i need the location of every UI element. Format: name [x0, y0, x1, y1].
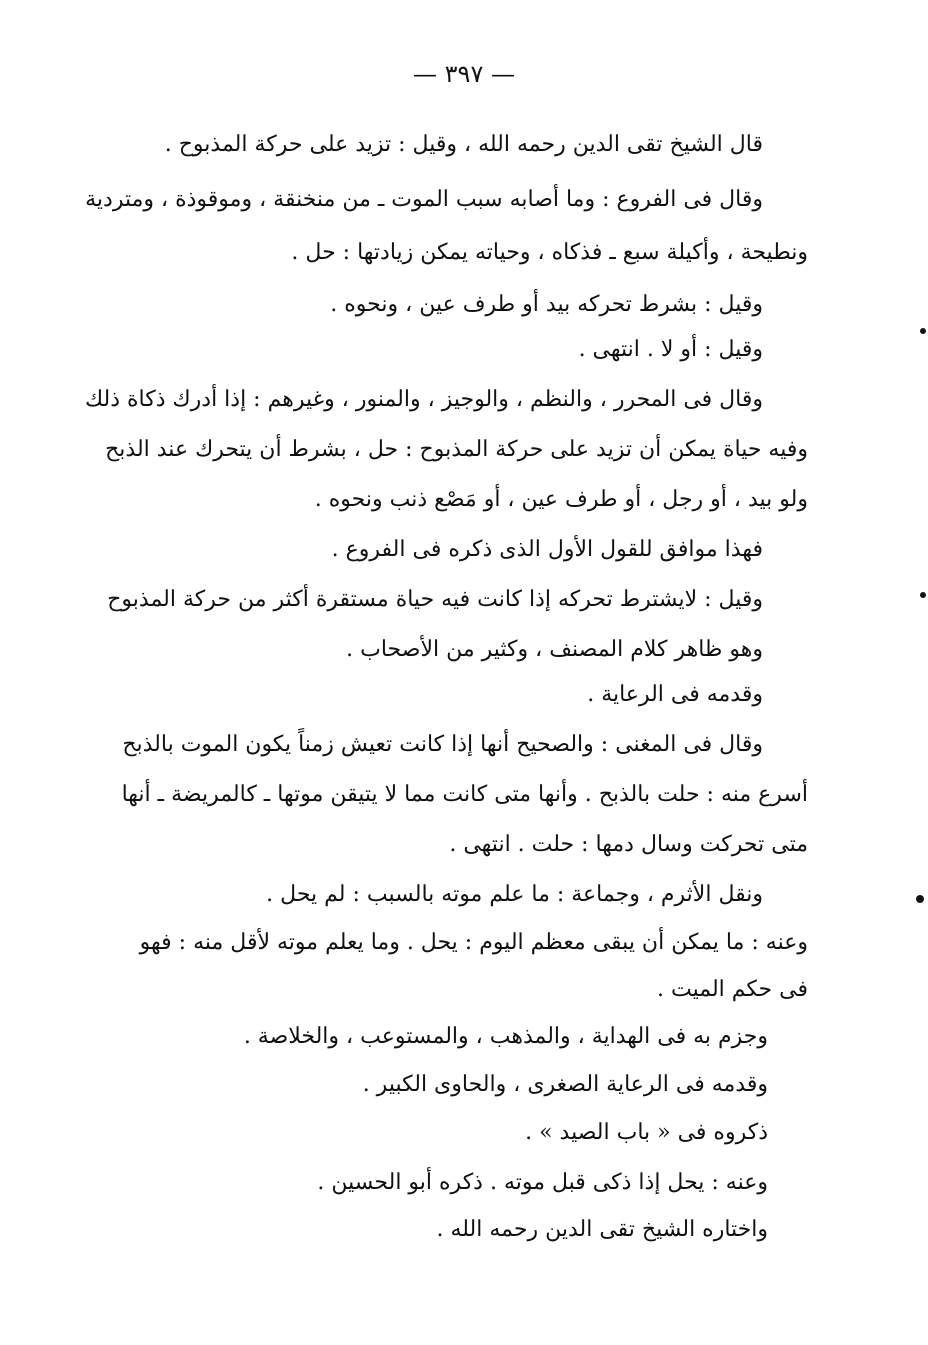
text-line: وقيل : أو لا . انتهى . — [578, 337, 763, 362]
text-line: وقال فى المحرر ، والنظم ، والوجيز ، والمنور ، وغيرهم : إذا أدرك ذكاة ذلك — [84, 387, 763, 412]
text-line: وهو ظاهر كلام المصنف ، وكثير من الأصحاب . — [346, 637, 763, 662]
text-line: وقال فى المغنى : والصحيح أنها إذا كانت تعيش زمناً يكون الموت بالذبح — [122, 732, 763, 757]
page-number: — ٣٩٧ — — [413, 60, 515, 88]
text-line: ونقل الأثرم ، وجماعة : ما علم موته بالسبب : لم يحل . — [266, 882, 763, 907]
text-line: وقيل : بشرط تحركه بيد أو طرف عين ، ونحوه . — [330, 292, 763, 317]
text-line: فى حكم الميت . — [657, 977, 808, 1002]
text-line: ونطيحة ، وأكيلة سبع ـ فذكاه ، وحياته يمكن زيادتها : حل . — [291, 240, 808, 265]
text-line: ولو بيد ، أو رجل ، أو طرف عين ، أو مَصْع ذنب ونحوه . — [314, 487, 808, 512]
text-line: وقدمه فى الرعاية الصغرى ، والحاوى الكبير . — [362, 1072, 768, 1097]
text-line: وعنه : ما يمكن أن يبقى معظم اليوم : يحل . وما يعلم موته لأقل منه : فهو — [139, 930, 808, 955]
text-line: وقدمه فى الرعاية . — [587, 682, 763, 707]
text-line: وقيل : لايشترط تحركه إذا كانت فيه حياة مستقرة أكثر من حركة المذبوح — [107, 587, 763, 612]
text-line: واختاره الشيخ تقى الدين رحمه الله . — [436, 1217, 768, 1242]
text-line: وفيه حياة يمكن أن تزيد على حركة المذبوح : حل ، بشرط أن يتحرك عند الذبح — [105, 437, 808, 462]
text-line: قال الشيخ تقى الدين رحمه الله ، وقيل : تزيد على حركة المذبوح . — [164, 132, 763, 157]
text-line: ذكروه فى « باب الصيد » . — [525, 1120, 768, 1145]
text-line: أسرع منه : حلت بالذبح . وأنها متى كانت مما لا يتيقن موتها ـ كالمريضة ـ أنها — [121, 782, 808, 807]
margin-mark — [920, 592, 926, 598]
text-line: وقال فى الفروع : وما أصابه سبب الموت ـ من منخنقة ، وموقوذة ، ومتردية — [85, 187, 763, 212]
margin-mark — [916, 895, 924, 903]
text-line: وجزم به فى الهداية ، والمذهب ، والمستوعب ، والخلاصة . — [243, 1024, 768, 1049]
text-line: وعنه : يحل إذا ذكى قبل موته . ذكره أبو الحسين . — [317, 1170, 768, 1195]
margin-mark — [920, 328, 926, 334]
text-line: متى تحركت وسال دمها : حلت . انتهى . — [449, 832, 808, 857]
text-line: فهذا موافق للقول الأول الذى ذكره فى الفروع . — [331, 537, 763, 562]
